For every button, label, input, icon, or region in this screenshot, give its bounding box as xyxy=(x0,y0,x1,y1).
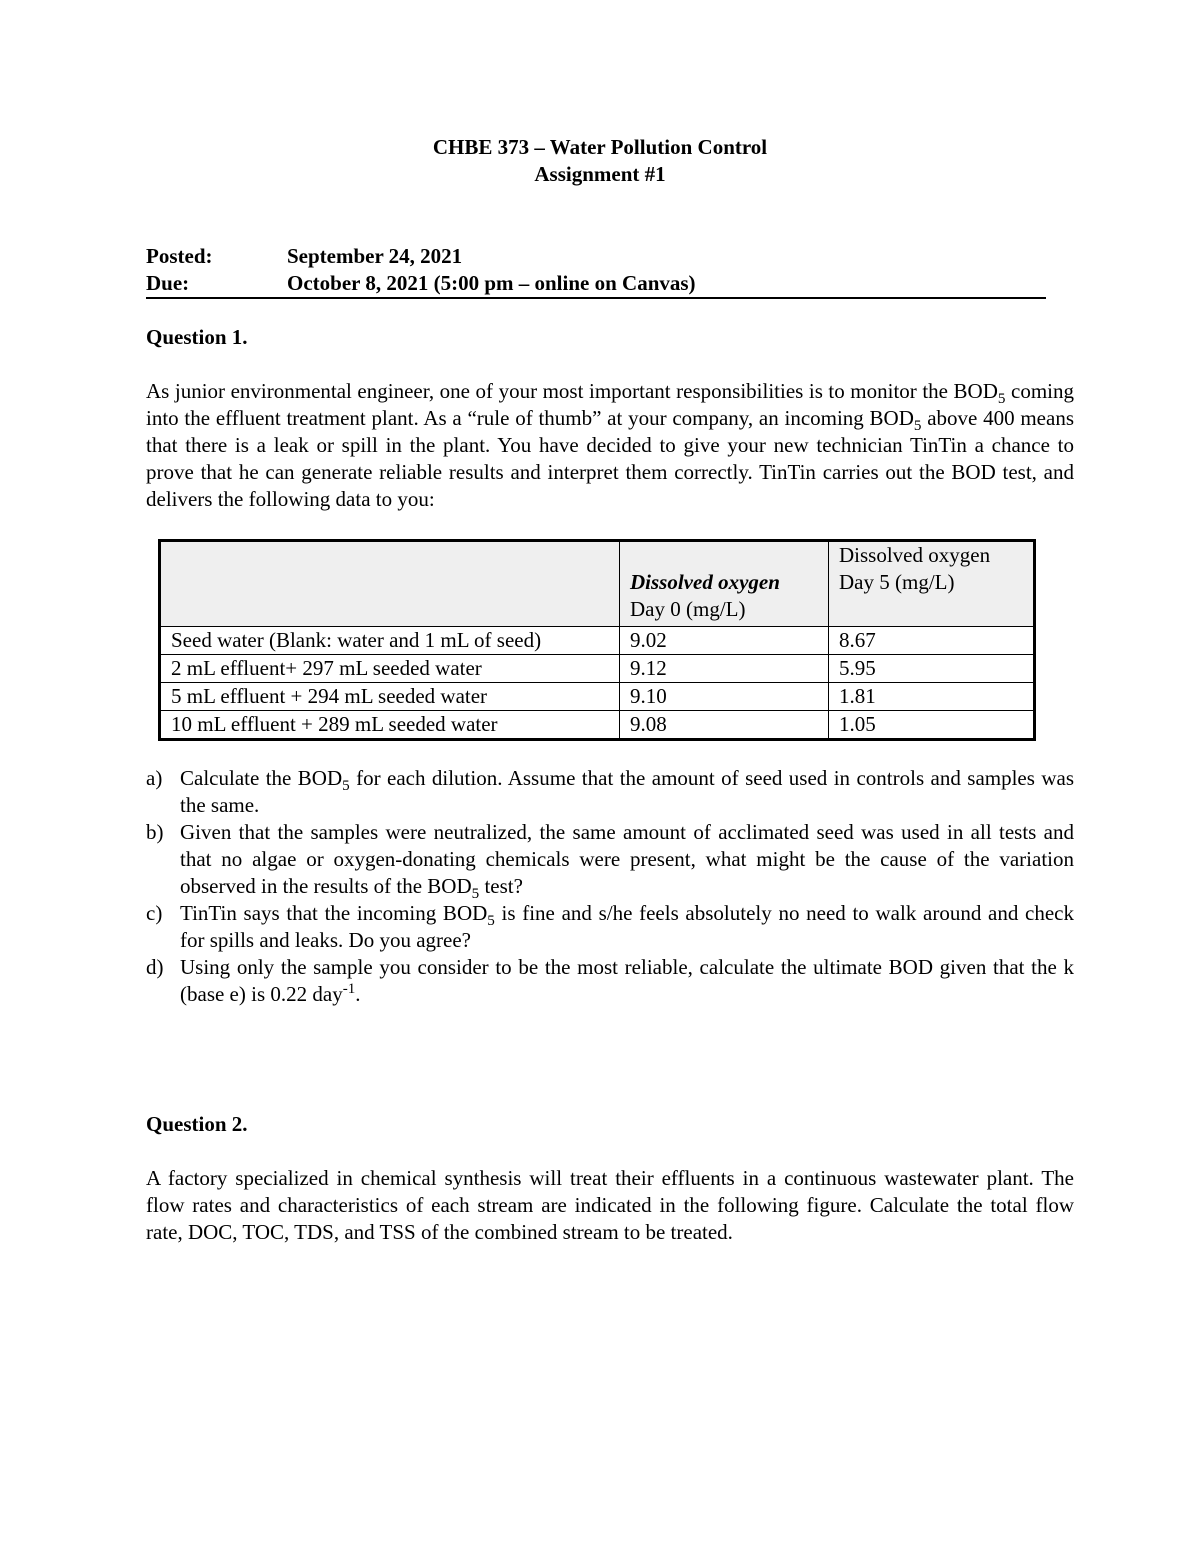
superscript: -1 xyxy=(342,981,356,997)
day0-header-bold: Dissolved oxygen xyxy=(630,570,780,594)
subscript: 5 xyxy=(997,391,1006,408)
day5-cell: 5.95 xyxy=(829,655,1035,683)
subscript: 5 xyxy=(487,913,495,930)
question-2-text: A factory specialized in chemical synthesis will treat their effluents in a continuous wastewater plant. The flow rates and characteristics of each stream are indicated in the following figure. Calculate the total flow rate, DOC, TOC, TDS, and TSS of the combined stream to be treated. xyxy=(146,1166,1074,1244)
posted-label: Posted: xyxy=(146,244,213,268)
table-row xyxy=(160,627,1035,655)
due-row xyxy=(146,270,1046,299)
day5-cell: 1.05 xyxy=(829,711,1035,740)
q1-text-part: above 400 means that there is a leak or spill in the plant. You have decided to give your new technician TinTin a chance to prove that he can generate reliable results and interpret them correctly. TinTin carries out the BOD test, and delivers the following data to you: xyxy=(146,406,1074,511)
course-title: CHBE 373 – Water Pollution Control xyxy=(432,135,768,159)
posted-row xyxy=(146,243,1046,270)
day0-column-header xyxy=(620,541,829,627)
sample-cell: 5 mL effluent + 294 mL seeded water xyxy=(160,683,620,711)
part-c xyxy=(146,900,1074,954)
table-row xyxy=(160,711,1035,740)
sample-cell: 2 mL effluent+ 297 mL seeded water xyxy=(160,655,620,683)
day5-cell: 8.67 xyxy=(829,627,1035,655)
part-text: for each dilution. Assume that the amount of seed used in controls and samples was the same. xyxy=(180,766,1074,817)
subscript: 5 xyxy=(471,886,480,903)
day0-cell: 9.08 xyxy=(620,711,829,740)
part-text: TinTin says that the incoming BOD xyxy=(180,901,488,925)
question-1-parts xyxy=(146,765,1074,1008)
part-b xyxy=(146,819,1074,903)
table-row xyxy=(160,683,1035,711)
subscript: 5 xyxy=(913,418,922,435)
q1-text-part: As junior environmental engineer, one of your most important responsibilities is to monitor the BOD xyxy=(146,379,998,403)
part-marker: d) xyxy=(146,955,164,979)
part-marker: a) xyxy=(146,766,163,790)
table-row xyxy=(160,655,1035,683)
day5-cell: 1.81 xyxy=(829,683,1035,711)
day0-header-unit: Day 0 (mg/L) xyxy=(630,597,746,621)
sample-column-header xyxy=(160,541,620,627)
table-header-row xyxy=(160,541,1035,627)
q1-text-part: coming into the effluent treatment plant. As a “rule of thumb” at your company, an incoming BOD xyxy=(146,379,1074,430)
day0-cell: 9.02 xyxy=(620,627,829,655)
subscript: 5 xyxy=(342,778,350,795)
part-text: test? xyxy=(479,874,523,898)
question-2-title: Question 2. xyxy=(146,1112,248,1136)
part-text: Given that the samples were neutralized, the same amount of acclimated seed was used in all tests and that no algae or oxygen-donating chemicals were present, what might be the cause of the variation observed in the results of the BOD xyxy=(180,820,1074,898)
day0-cell: 9.10 xyxy=(620,683,829,711)
day0-cell: 9.12 xyxy=(620,655,829,683)
sample-cell: 10 mL effluent + 289 mL seeded water xyxy=(160,711,620,740)
part-marker: c) xyxy=(146,901,163,925)
part-marker: b) xyxy=(146,820,164,844)
part-a xyxy=(146,765,1074,819)
question-1-text xyxy=(146,378,1074,513)
sample-cell: Seed water (Blank: water and 1 mL of seed) xyxy=(160,627,620,655)
question-1-title: Question 1. xyxy=(146,325,248,349)
dissolved-oxygen-table xyxy=(158,539,1036,741)
due-date: October 8, 2021 (5:00 pm – online on Canvas) xyxy=(287,271,696,295)
part-text: Calculate the BOD xyxy=(180,766,343,790)
part-text: Using only the sample you consider to be the most reliable, calculate the ultimate BOD given that the k (base e) is 0.22 day xyxy=(180,955,1074,1006)
part-text: is fine and s/he feels absolutely no need to walk around and check for spills and leaks. Do you agree? xyxy=(180,901,1074,952)
assignment-title: Assignment #1 xyxy=(534,162,666,186)
part-text: . xyxy=(355,982,361,1006)
part-d xyxy=(146,954,1074,1008)
day5-column-header: Dissolved oxygen Day 5 (mg/L) xyxy=(829,541,1035,627)
posted-date: September 24, 2021 xyxy=(287,244,463,268)
due-label: Due: xyxy=(146,271,190,295)
document-header xyxy=(0,134,1200,188)
